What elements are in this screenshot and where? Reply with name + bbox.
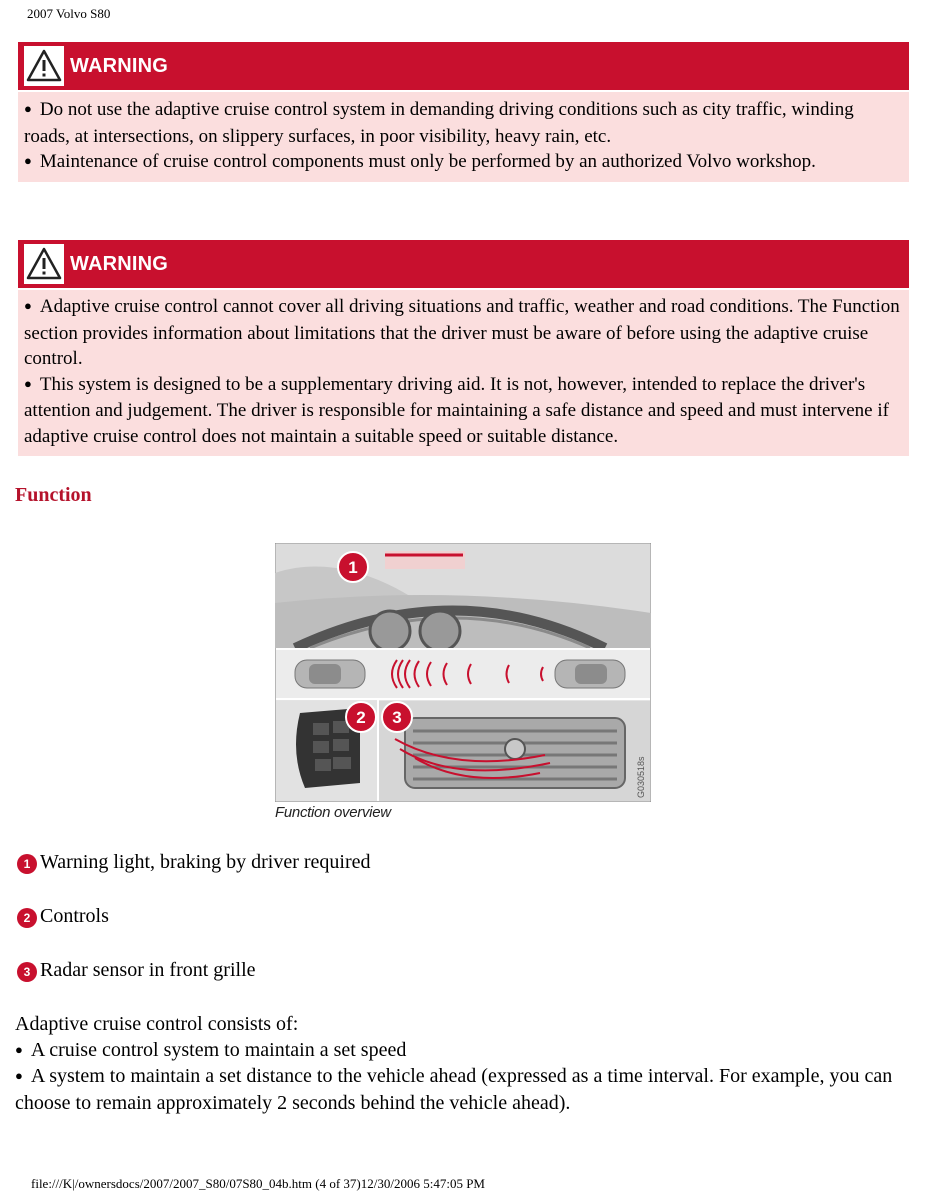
warning-body [18,290,909,456]
legend-item-3 [17,958,256,982]
legend-text: Controls [40,904,109,927]
number-2-icon: 2 [17,908,37,928]
warning-box-1 [18,42,909,182]
warning-triangle-icon [24,244,64,284]
warning-title: WARNING [70,54,169,77]
function-overview-figure [275,543,651,821]
list-item: ● A cruise control system to maintain a set speed [15,1038,407,1061]
figure-code: G030518s [636,756,646,798]
footer-path: file:///K|/ownersdocs/2007/2007_S80/07S80_04b.htm (4 of 37)12/30/2006 5:47:05 PM [31,1176,485,1191]
warning-box-2 [18,240,909,456]
warning-item: ● Maintenance of cruise control components must only be performed by an authorized Volvo workshop. [24,151,816,172]
warning-header [18,240,909,290]
warning-item: ● Adaptive cruise control cannot cover all driving situations and traffic, weather and road conditions. The Function section provides information about limitations that the driver must be aware of before using the adaptive cruise control. [24,296,900,369]
legend-item-1 [17,850,371,874]
callout-3 [382,702,412,732]
legend-item-2 [17,904,109,928]
callout-1 [338,552,368,582]
warning-body [18,92,909,182]
warning-title: WARNING [70,252,169,275]
svg-text:3: 3 [392,708,402,727]
list-item: ● A system to maintain a set distance to the vehicle ahead (expressed as a time interval. For example, you can choose to remain approximately 2 seconds behind the vehicle ahead). [15,1065,893,1114]
intro-text: Adaptive cruise control consists of: [15,1013,299,1035]
number-1-icon: 1 [17,854,37,874]
legend-text: Radar sensor in front grille [40,958,256,981]
svg-text:2: 2 [356,708,366,727]
page-header-title: 2007 Volvo S80 [27,6,111,21]
callout-2 [346,702,376,732]
warning-item: ● This system is designed to be a supplementary driving aid. It is not, however, intended to replace the driver's attention and judgement. The driver is responsible for maintaining a safe distance and speed and must intervene if adaptive cruise control does not maintain a suitable speed or suitable distance. [24,373,889,447]
warning-item: ● Do not use the adaptive cruise control system in demanding driving conditions such as city traffic, winding roads, at intersections, on slippery surfaces, in poor visibility, heavy rain, etc. [24,99,854,147]
svg-text:1: 1 [348,558,358,577]
legend-text: Warning light, braking by driver required [40,850,371,873]
figure-caption: Function overview [275,804,391,821]
number-3-icon: 3 [17,962,37,982]
body-text [15,1012,905,1116]
warning-triangle-icon [24,46,64,86]
function-overview-illustration [275,543,651,802]
warning-header [18,42,909,92]
section-title: Function [15,484,92,506]
